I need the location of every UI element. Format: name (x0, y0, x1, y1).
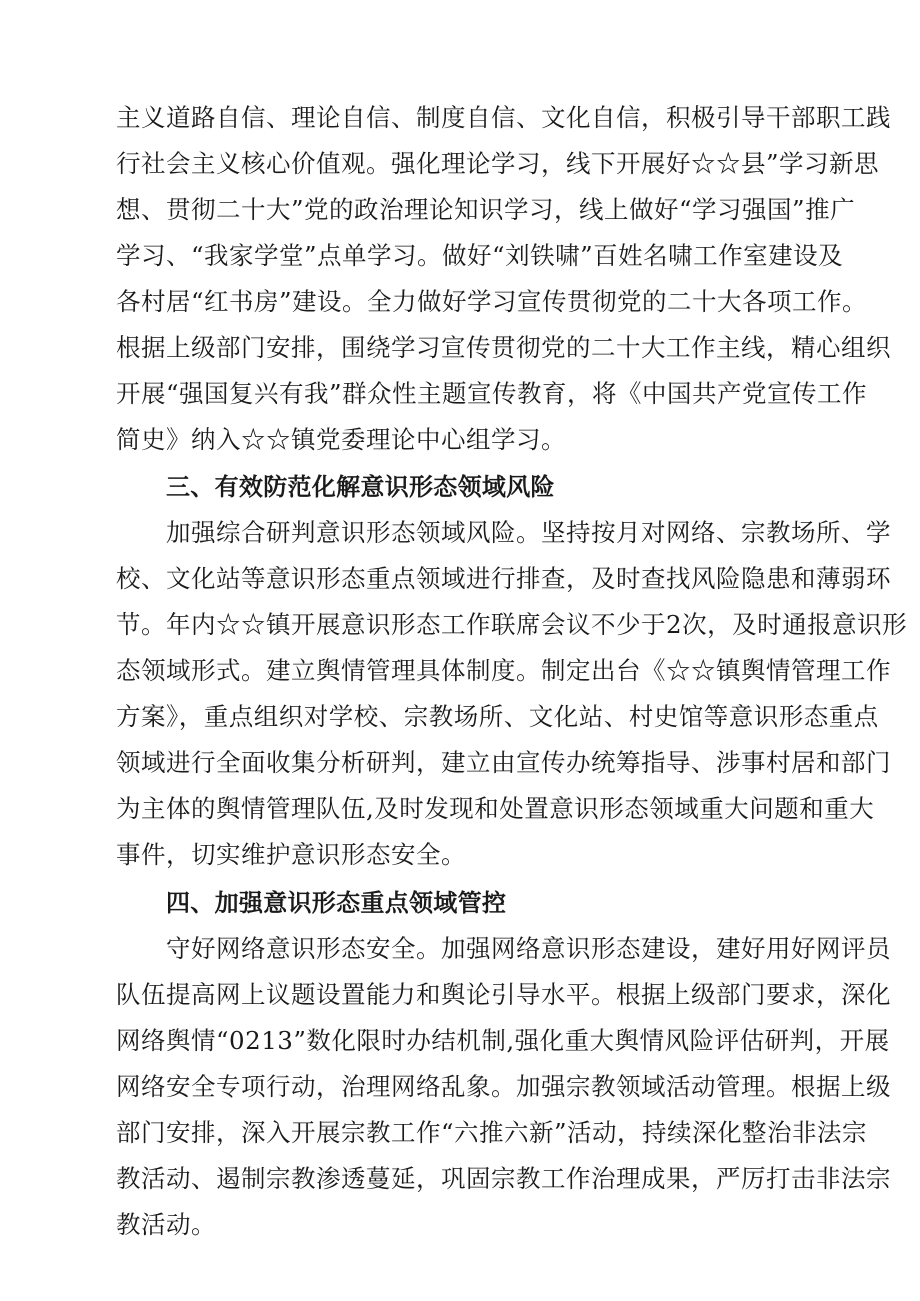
paragraph-line: 事件，切实维护意识形态安全。 (116, 840, 466, 869)
section-heading-4: 四、加强意识形态重点领域管控 (166, 889, 507, 917)
paragraph-line: 网络安全专项行动，治理网络乱象。加强宗教领域活动管理。根据上级 (116, 1072, 891, 1101)
paragraph-line: 各村居“红书房”建设。全力做好学习宣传贯彻党的二十大各项工作。 (116, 287, 868, 316)
paragraph-line: 为主体的舆情管理队伍,及时发现和处置意识形态领域重大问题和重大 (116, 794, 875, 823)
paragraph-line: 根据上级部门安排，围绕学习宣传贯彻党的二十大工作主线，精心组织 (116, 333, 891, 362)
paragraph-line: 部门安排，深入开展宗教工作“六推六新”活动，持续深化整治非法宗 (116, 1118, 868, 1147)
paragraph-line: 主义道路自信、理论自信、制度自信、文化自信，积极引导干部职工践 (116, 103, 891, 132)
paragraph-line: 方案》，重点组织对学校、宗教场所、文化站、村史馆等意识形态重点 (116, 702, 879, 731)
paragraph-line: 节。年内☆☆镇开展意识形态工作联席会议不少于2次，及时通报意识形 (116, 610, 908, 639)
paragraph-line: 行社会主义核心价值观。强化理论学习，线下开展好☆☆县”学习新思 (116, 149, 880, 178)
paragraph-line: 想、贯彻二十大”党的政治理论知识学习，线上做好“学习强国”推广 (116, 195, 856, 224)
paragraph-line: 简史》纳入☆☆镇党委理论中心组学习。 (116, 425, 566, 454)
paragraph-line: 开展“强国复兴有我”群众性主题宣传教育，将《中国共产党宣传工作 (116, 379, 868, 408)
paragraph-line: 队伍提高网上议题设置能力和舆论引导水平。根据上级部门要求，深化 (116, 980, 891, 1009)
paragraph-line: 教活动、遏制宗教渗透蔓延，巩固宗教工作治理成果，严厉打击非法宗 (116, 1164, 891, 1193)
paragraph-line: 网络舆情“0213”数化限时办结机制,强化重大舆情风险评估研判，开展 (116, 1026, 890, 1055)
paragraph-line: 领域进行全面收集分析研判，建立由宣传办统筹指导、涉事村居和部门 (116, 748, 891, 777)
paragraph-line: 学习、“我家学堂”点单学习。做好“刘铁啸”百姓名啸工作室建设及 (116, 241, 844, 270)
paragraph-line: 教活动。 (116, 1210, 216, 1239)
paragraph-line: 校、文化站等意识形态重点领域进行排查，及时查找风险隐患和薄弱环 (116, 564, 891, 593)
paragraph-line: 加强综合研判意识形态领域风险。坚持按月对网络、宗教场所、学 (166, 518, 891, 547)
paragraph-line: 态领域形式。建立舆情管理具体制度。制定出台《☆☆镇舆情管理工作 (116, 656, 891, 685)
paragraph-line: 守好网络意识形态安全。加强网络意识形态建设，建好用好网评员 (166, 934, 891, 963)
section-heading-3: 三、有效防范化解意识形态领域风险 (166, 473, 555, 501)
